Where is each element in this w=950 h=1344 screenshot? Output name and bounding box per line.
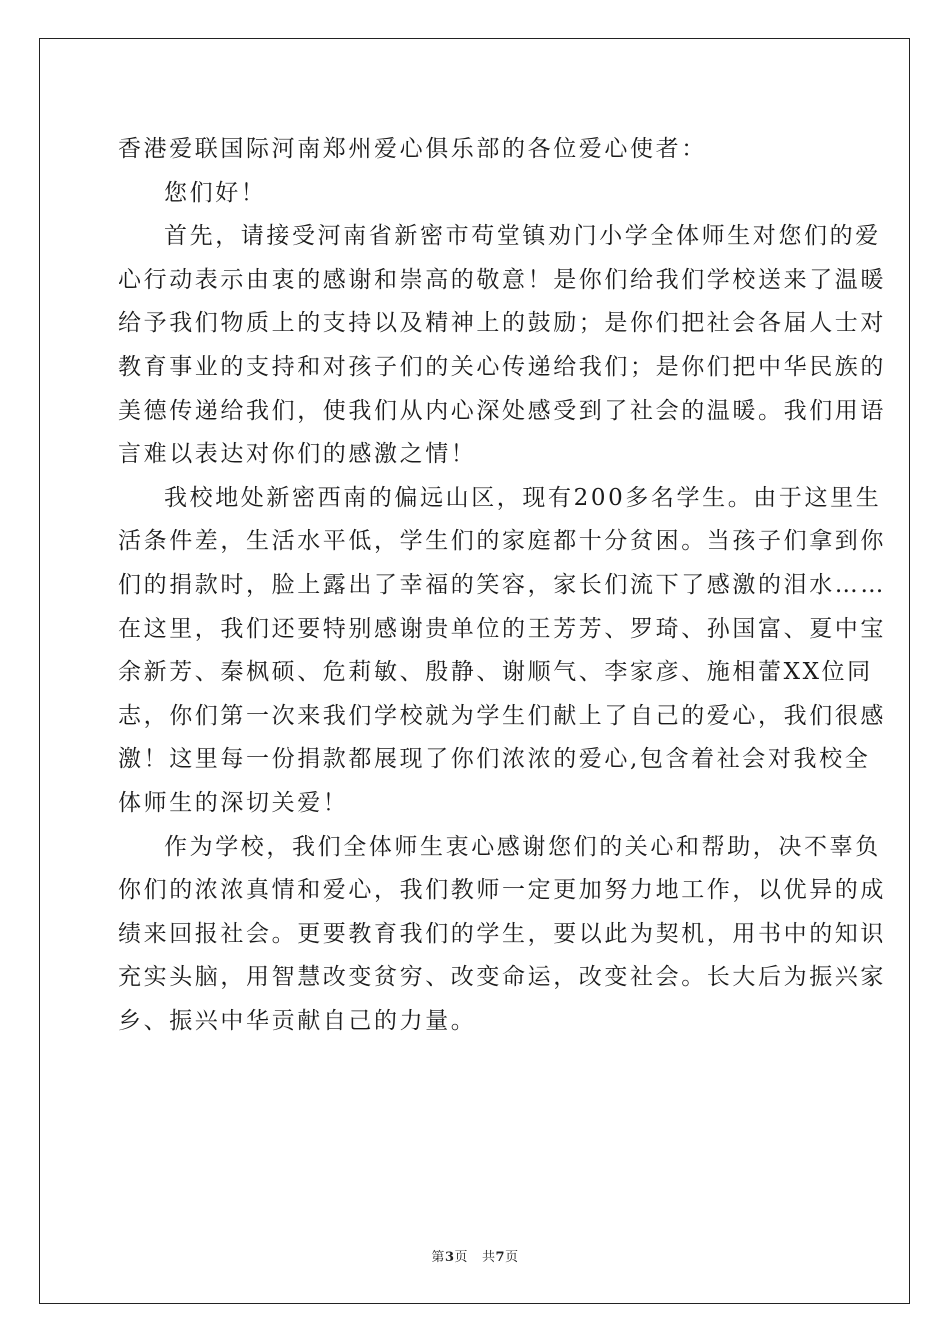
- paragraph-line: 绩来回报社会。更要教育我们的学生，要以此为契机，用书中的知识: [118, 920, 886, 947]
- paragraph-line: 我校地处新密西南的偏远山区，现有200多名学生。由于这里生: [164, 484, 882, 511]
- paragraph-thanks: [118, 215, 886, 477]
- page-total: 共7页: [482, 1250, 519, 1265]
- paragraph-line: 活条件差，生活水平低，学生们的家庭都十分贫困。当孩子们拿到你: [118, 528, 886, 555]
- paragraph-line: 言难以表达对你们的感激之情！: [118, 441, 477, 468]
- paragraph-line: 充实头脑，用智慧改变贫穷、改变命运，改变社会。长大后为振兴家: [118, 964, 886, 991]
- paragraph-line: 心行动表示由衷的感谢和崇高的敬意！是你们给我们学校送来了温暖: [118, 266, 886, 293]
- paragraph-line: 余新芳、秦枫硕、危莉敏、殷静、谢顺气、李家彦、施相蕾XX位同: [118, 659, 873, 686]
- paragraph-line: 在这里，我们还要特别感谢贵单位的王芳芳、罗琦、孙国富、夏中宝: [118, 615, 886, 642]
- paragraph-line: 你们的浓浓真情和爱心，我们教师一定更加努力地工作，以优异的成: [118, 877, 886, 904]
- greeting: 您们好！: [164, 179, 267, 206]
- paragraph-line: 激！这里每一份捐款都展现了你们浓浓的爱心,包含着社会对我校全: [118, 746, 871, 773]
- paragraph-line: 们的捐款时，脸上露出了幸福的笑容，家长们流下了感激的泪水……: [118, 571, 886, 598]
- paragraph-line: 教育事业的支持和对孩子们的关心传递给我们；是你们把中华民族的: [118, 353, 886, 380]
- page-footer: [0, 1246, 950, 1265]
- page-number: 第3页: [431, 1250, 468, 1265]
- salutation: 香港爱联国际河南郑州爱心俱乐部的各位爱心使者：: [118, 136, 707, 162]
- paragraph-commitment: [118, 826, 886, 1044]
- paragraph-line: 乡、振兴中华贡献自己的力量。: [118, 1007, 477, 1034]
- paragraph-line: 作为学校，我们全体师生衷心感谢您们的关心和帮助，决不辜负: [164, 833, 881, 860]
- paragraph-line: 志，你们第一次来我们学校就为学生们献上了自己的爱心，我们很感: [118, 702, 886, 729]
- paragraph-school: [118, 477, 886, 826]
- letter-body: [118, 128, 886, 1043]
- paragraph-line: 体师生的深切关爱！: [118, 789, 349, 816]
- paragraph-line: 美德传递给我们，使我们从内心深处感受到了社会的温暖。我们用语: [118, 397, 886, 424]
- paragraph-line: 首先，请接受河南省新密市苟堂镇劝门小学全体师生对您们的爱: [164, 223, 881, 250]
- paragraph-line: 给予我们物质上的支持以及精神上的鼓励；是你们把社会各届人士对: [118, 310, 886, 337]
